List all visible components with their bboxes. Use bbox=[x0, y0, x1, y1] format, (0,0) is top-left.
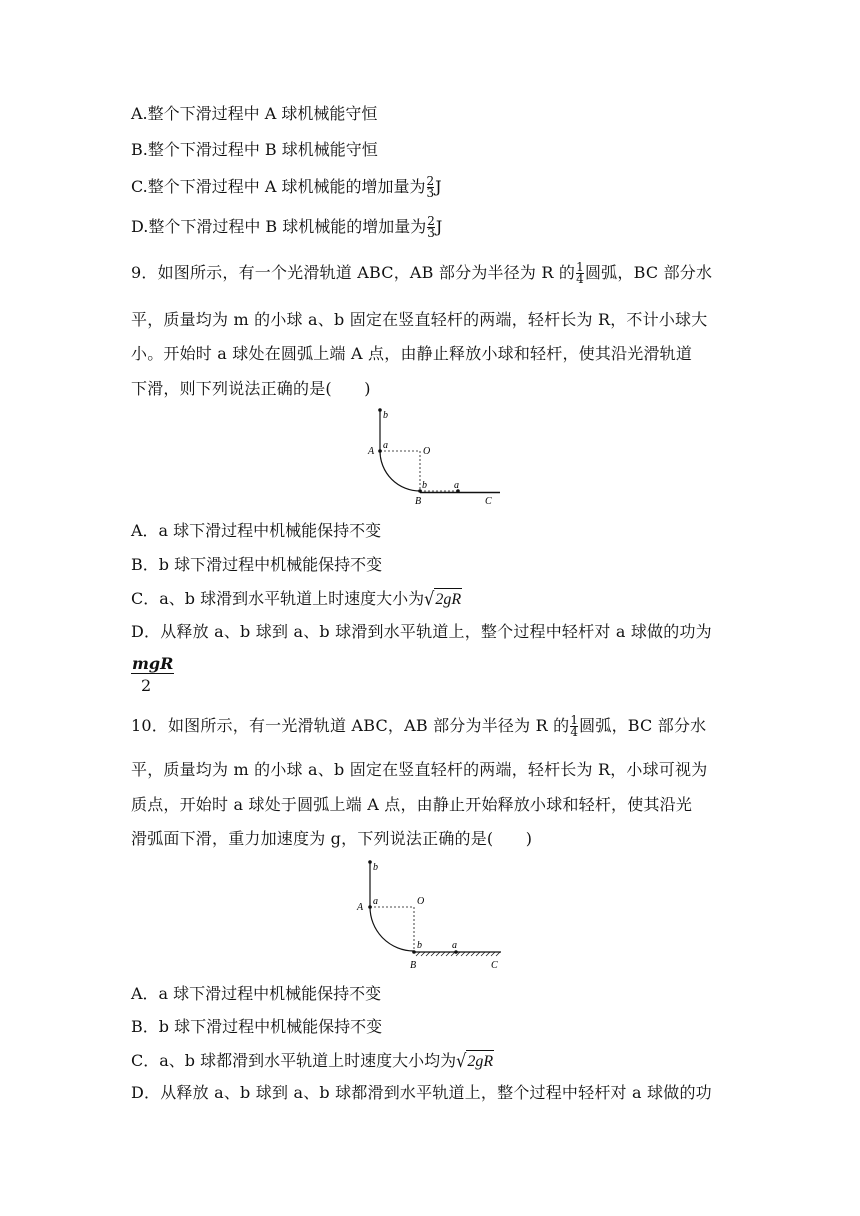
label-b-bottom: b bbox=[417, 940, 422, 951]
label-O: O bbox=[423, 446, 431, 457]
q10-stem-line3: 质点，开始时 a 球处于圆弧上端 A 点，由静止开始释放小球和轻杆，使其沿光 bbox=[131, 795, 693, 814]
q10-option-b: B．b 球下滑过程中机械能保持不变 bbox=[131, 1017, 383, 1036]
sqrt-expression: 2gR bbox=[434, 588, 462, 610]
q10-stem-line1: 10．如图所示，有一光滑轨道 ABC，AB 部分为半径为 R 的 $\frac{1}{4}$ 圆弧，BC 部分水 bbox=[131, 713, 707, 739]
label-b-top: b bbox=[383, 410, 388, 421]
label-C: C bbox=[491, 960, 498, 971]
q8-option-c: C.整个下滑过程中 A 球机械能的增加量为 $\frac{2}{3}$ J bbox=[131, 174, 442, 200]
q9-option-d: D．从释放 a、b 球到 a、b 球滑到水平轨道上，整个过程中轻杆对 a 球做的功为 bbox=[131, 622, 712, 641]
q9-stem-line3: 小。开始时 a 球处在圆弧上端 A 点，由静止释放小球和轻杆，使其沿光滑轨道 bbox=[131, 344, 693, 363]
label-a-top: a bbox=[383, 440, 388, 451]
label-b-top: b bbox=[373, 862, 378, 873]
quarter-fraction: $\frac{1}{4}$ bbox=[570, 713, 579, 739]
label-B: B bbox=[410, 960, 417, 971]
q8-option-b: B.整个下滑过程中 B 球机械能守恒 bbox=[131, 140, 378, 159]
label-a-bottom: a bbox=[452, 940, 457, 951]
q10-stem-line4: 滑弧面下滑，重力加速度为 g，下列说法正确的是( ) bbox=[131, 829, 533, 848]
fraction: $\frac{2}{3}$ bbox=[426, 174, 435, 200]
q9-option-d-fraction-den: 2 bbox=[141, 676, 152, 695]
q9-stem-line4: 下滑，则下列说法正确的是( ) bbox=[131, 379, 371, 398]
label-A: A bbox=[368, 446, 375, 457]
q9-stem-line2: 平，质量均为 m 的小球 a、b 固定在竖直轻杆的两端，轻杆长为 R，不计小球大 bbox=[131, 310, 708, 329]
sqrt-expression: 2gR bbox=[466, 1050, 494, 1072]
q9-stem-line1: 9．如图所示，有一个光滑轨道 ABC，AB 部分为半径为 R 的 $\frac{1}{4}$ 圆弧，BC 部分水 bbox=[131, 260, 713, 286]
q10-option-a: A．a 球下滑过程中机械能保持不变 bbox=[131, 984, 382, 1003]
label-b-bottom: b bbox=[422, 480, 427, 491]
fraction: $\frac{2}{3}$ bbox=[427, 214, 435, 240]
label-a-bottom: a bbox=[454, 480, 459, 491]
q10-option-c: C．a、b 球都滑到水平轨道上时速度大小均为√2gR bbox=[131, 1049, 494, 1072]
label-O: O bbox=[417, 896, 425, 907]
q9-option-c: C．a、b 球滑到水平轨道上时速度大小为√2gR bbox=[131, 587, 462, 610]
label-A: A bbox=[357, 902, 364, 913]
q9-option-b: B．b 球下滑过程中机械能保持不变 bbox=[131, 555, 383, 574]
q9-option-a: A．a 球下滑过程中机械能保持不变 bbox=[131, 521, 382, 540]
q8-option-a: A.整个下滑过程中 A 球机械能守恒 bbox=[131, 104, 378, 123]
q10-stem-line2: 平，质量均为 m 的小球 a、b 固定在竖直轻杆的两端，轻杆长为 R，小球可视为 bbox=[131, 760, 708, 779]
label-C: C bbox=[485, 496, 492, 507]
q9-track-diagram bbox=[360, 404, 510, 512]
q9-option-d-fraction-num: mgR bbox=[132, 654, 174, 673]
q10-track-diagram bbox=[346, 856, 508, 974]
label-a-top: a bbox=[373, 896, 378, 907]
q10-option-d: D．从释放 a、b 球到 a、b 球都滑到水平轨道上，整个过程中轻杆对 a 球做的功 bbox=[131, 1083, 712, 1102]
label-B: B bbox=[415, 496, 422, 507]
q8-option-d: D.整个下滑过程中 B 球机械能的增加量为 $\frac{2}{3}$ J bbox=[131, 214, 443, 240]
quarter-fraction: $\frac{1}{4}$ bbox=[576, 260, 584, 286]
